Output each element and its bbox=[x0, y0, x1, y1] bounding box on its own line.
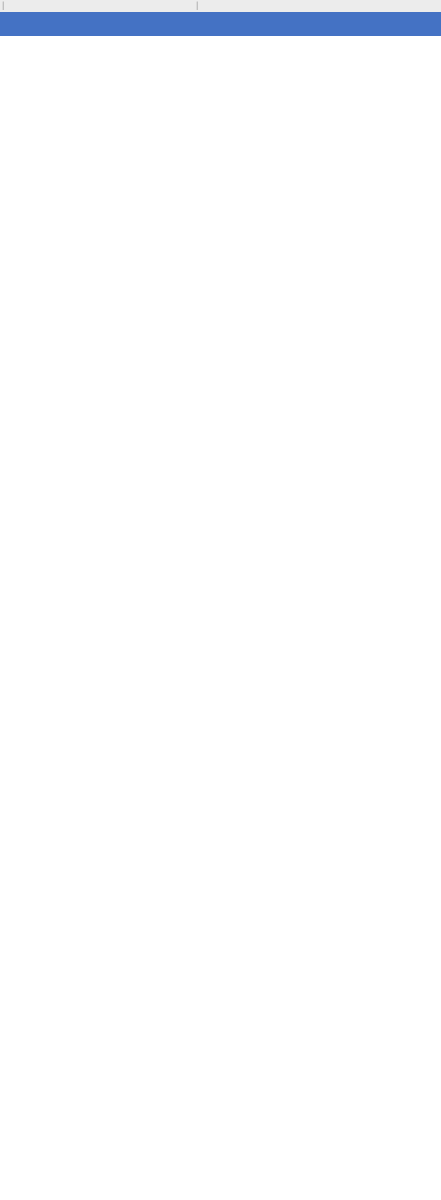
column-divider-mark: | bbox=[2, 0, 5, 10]
source-link-header[interactable] bbox=[0, 12, 197, 36]
column-divider-mark: | bbox=[196, 0, 199, 10]
notes-header[interactable] bbox=[197, 12, 441, 36]
table-header-row bbox=[0, 12, 441, 36]
